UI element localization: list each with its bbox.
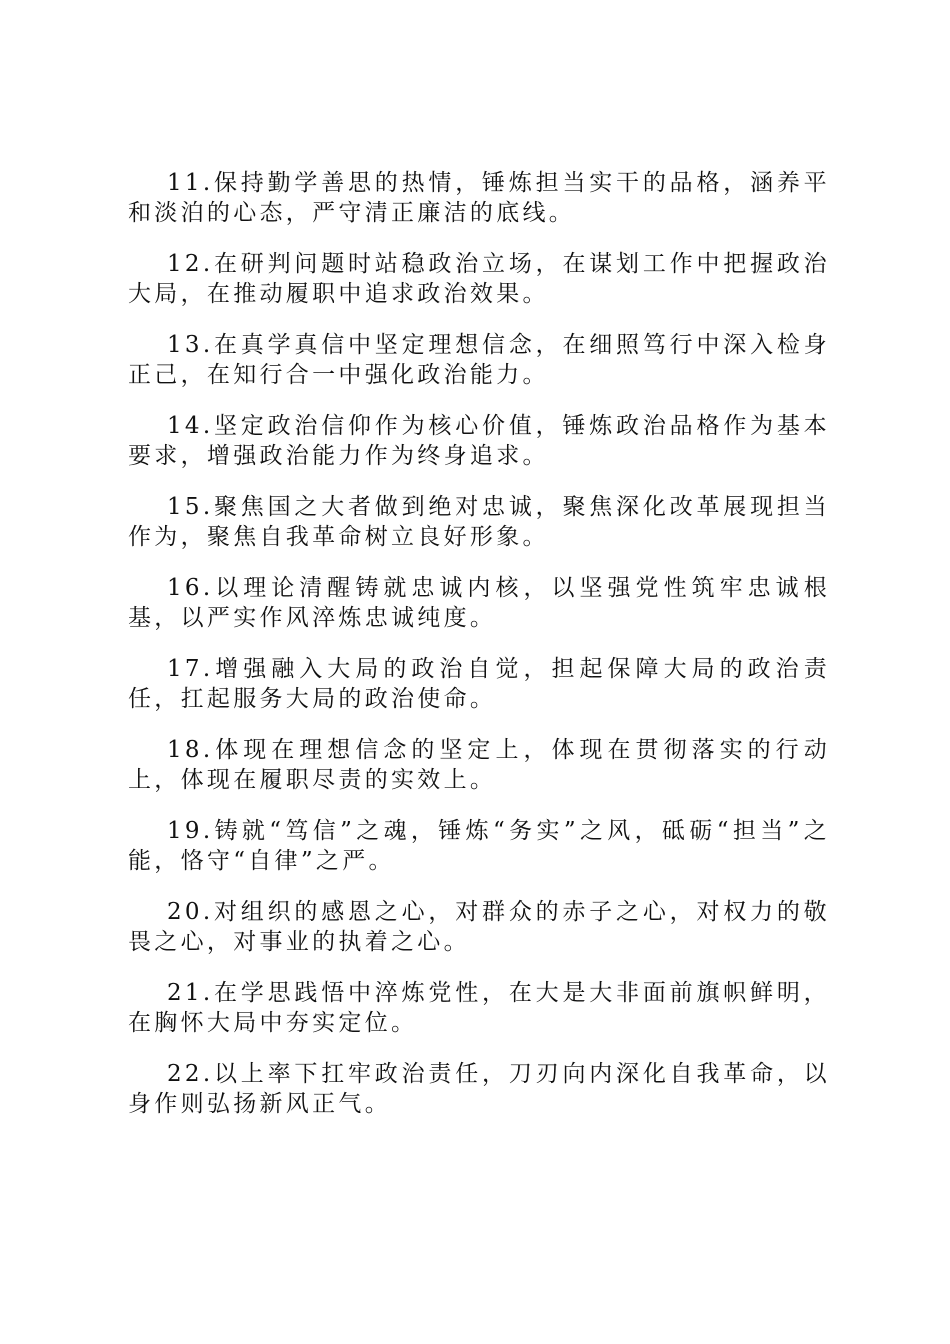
document-body	[128, 168, 830, 1140]
paragraph-15: 15.聚焦国之大者做到绝对忠诚，聚焦深化改革展现担当作为，聚焦自我革命树立良好形象。	[128, 494, 830, 550]
paragraph-22: 22.以上率下扛牢政治责任，刀刃向内深化自我革命，以身作则弘扬新风正气。	[128, 1061, 830, 1117]
paragraph-19: 19.铸就“笃信”之魂，锤炼“务实”之风，砥砺“担当”之能，恪守“自律”之严。	[128, 818, 830, 874]
paragraph-12: 12.在研判问题时站稳政治立场，在谋划工作中把握政治大局，在推动履职中追求政治效果。	[128, 251, 830, 307]
paragraph-17: 17.增强融入大局的政治自觉，担起保障大局的政治责任，扛起服务大局的政治使命。	[128, 656, 830, 712]
paragraph-13: 13.在真学真信中坚定理想信念，在细照笃行中深入检身正己，在知行合一中强化政治能力。	[128, 332, 830, 388]
paragraph-18: 18.体现在理想信念的坚定上，体现在贯彻落实的行动上，体现在履职尽责的实效上。	[128, 737, 830, 793]
paragraph-16: 16.以理论清醒铸就忠诚内核，以坚强党性筑牢忠诚根基，以严实作风淬炼忠诚纯度。	[128, 575, 830, 631]
paragraph-21: 21.在学思践悟中淬炼党性，在大是大非面前旗帜鲜明，在胸怀大局中夯实定位。	[128, 980, 830, 1036]
paragraph-14: 14.坚定政治信仰作为核心价值，锤炼政治品格作为基本要求，增强政治能力作为终身追求。	[128, 413, 830, 469]
paragraph-11: 11.保持勤学善思的热情，锤炼担当实干的品格，涵养平和淡泊的心态，严守清正廉洁的底线。	[128, 170, 830, 226]
paragraph-20: 20.对组织的感恩之心，对群众的赤子之心，对权力的敬畏之心，对事业的执着之心。	[128, 899, 830, 955]
